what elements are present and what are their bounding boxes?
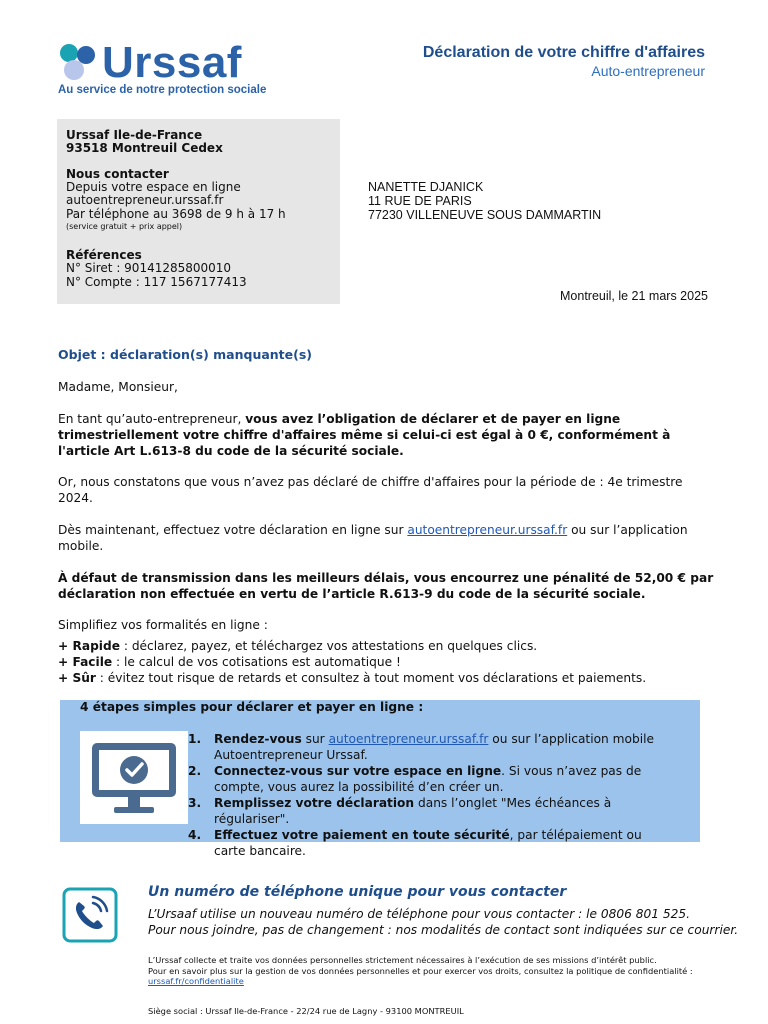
paragraph-penalty [58,570,718,602]
contact-heading: Nous contacter [66,167,169,181]
list-item-label: + Sûr [58,671,96,685]
list-item [58,670,718,686]
contact-phone: Par téléphone au 3698 de 9 h à 17 h [66,207,286,221]
paragraph-obligation-bold: vous avez l’obligation de déclarer et de payer en ligne trimestriellement votre chiffre d'affaires même si celui-ci est égal à 0 €, conformément à l'article Art L.613-8 du code de la sécurité sociale. [58,412,671,458]
phone-banner-text [148,906,739,938]
account-number: N° Compte : 117 1567177413 [66,275,247,289]
monitor-tile [80,731,188,824]
logo-tagline: Au service de notre protection sociale [58,84,267,96]
logo-wordmark: Urssaf [102,38,242,87]
step-bold: Rendez-vous [214,732,302,746]
document-subtitle: Auto-entrepreneur [591,63,705,79]
monitor-check-icon [80,731,188,824]
paragraph-missing-period: Or, nous constatons que vous n’avez pas déclaré de chiffre d'affaires pour la période de : 4e trimestre 2024. [58,475,683,505]
privacy-policy-link[interactable]: urssaf.fr/confidentialite [148,976,244,986]
step-mid: sur [301,732,329,746]
letter-subject: Objet : déclaration(s) manquante(s) [58,347,312,362]
step-bold: Effectuez votre paiement en toute sécurité [214,828,510,842]
head-office-address: Siège social : Urssaf Ile-de-France - 22/24 rue de Lagny - 93100 MONTREUIL [148,1006,464,1016]
step-number: 2. [188,764,202,778]
step-item-4 [188,827,668,859]
recipient-city: 77230 VILLENEUVE SOUS DAMMARTIN [368,208,602,222]
phone-banner-line: L’Ursaaf utilise un nouveau numéro de téléphone pour vous contacter : le 0806 801 525. [148,907,690,921]
footer-line: L’Urssaf collecte et traite vos données personnelles strictement nécessaires à l’exécution de ses missions d’intérêt public. [148,955,657,965]
step-number: 1. [188,732,202,746]
paragraph-declare-online [58,522,718,554]
recipient-name: NANETTE DJANICK [368,180,484,194]
privacy-footer [148,955,728,987]
paragraph-declare-tail: ou sur l’application mobile. [58,523,688,553]
list-item-text: : évitez tout risque de retards et consultez à tout moment vos déclarations et paiements. [95,671,647,685]
sender-info-box [57,119,340,304]
step-text: . Si vous n’avez pas de compte, vous aurez la possibilité d’en créer un. [214,764,642,794]
step-bold: Connectez-vous sur votre espace en ligne [214,764,502,778]
contact-note: (service gratuit + prix appel) [66,222,183,231]
list-item-text: : déclarez, payez, et téléchargez vos attestations en quelques clics. [119,639,538,653]
steps-list [188,731,668,859]
step-autoentrepreneur-link[interactable]: autoentrepreneur.urssaf.fr [328,732,489,746]
paragraph-declare-lead: Dès maintenant, effectuez votre déclaration en ligne sur [58,523,408,537]
steps-box [60,700,700,858]
document-title: Déclaration de votre chiffre d'affaires [422,44,705,61]
step-item-3 [188,795,668,827]
sender-address: 93518 Montreuil Cedex [66,141,223,155]
step-item-1 [188,731,668,763]
list-item-text: : le calcul de vos cotisations est automatique ! [112,655,401,669]
siret-number: N° Siret : 90141285800010 [66,261,232,275]
step-text: dans l’onglet "Mes échéances à régulariser". [214,796,612,826]
paragraph-obligation [58,411,718,459]
step-number: 3. [188,796,202,810]
footer-line: Pour en savoir plus sur la gestion de vos données personnelles et pour exercer vos droits, consultez la politique de confidentialité : [148,965,693,976]
paragraph-obligation-lead: En tant qu’auto-entrepreneur, [58,412,246,426]
list-item-label: + Facile [58,655,113,669]
step-number: 4. [188,828,202,842]
phone-banner-title: Un numéro de téléphone unique pour vous contacter [148,884,567,900]
urssaf-logo-icon [58,42,98,82]
phone-banner-line: Pour nous joindre, pas de changement : nos modalités de contact sont indiquées sur ce courrier. [148,923,739,937]
greeting: Madame, Monsieur, [58,380,178,394]
list-item [58,638,718,654]
simplify-list [58,638,718,686]
step-text: , par télépaiement ou carte bancaire. [214,828,642,858]
step-item-2 [188,763,668,795]
steps-title: 4 étapes simples pour déclarer et payer en ligne : [80,700,424,714]
step-text: ou sur l’application mobile Autoentrepreneur Urssaf. [214,732,654,762]
references-heading: Références [66,248,142,262]
recipient-street: 11 RUE DE PARIS [368,194,472,208]
urssaf-logo [58,38,267,100]
phone-call-icon [62,887,118,943]
list-item [58,654,718,670]
letter-date: Montreuil, le 21 mars 2025 [560,289,708,303]
recipient-address [368,180,601,222]
sender-org: Urssaf Ile-de-France [66,128,203,142]
list-item-label: + Rapide [58,639,120,653]
step-bold: Remplissez votre déclaration [214,796,415,810]
autoentrepreneur-link[interactable]: autoentrepreneur.urssaf.fr [407,523,568,537]
simplify-intro: Simplifiez vos formalités en ligne : [58,618,268,632]
contact-website: autoentrepreneur.urssaf.fr [66,193,224,207]
penalty-text: À défaut de transmission dans les meilleurs délais, vous encourrez une pénalité de 52,00 € par déclaration non effectuée en vertu de l’article R.613-9 du code de la sécurité sociale. [58,571,714,601]
contact-line-online: Depuis votre espace en ligne [66,180,241,194]
